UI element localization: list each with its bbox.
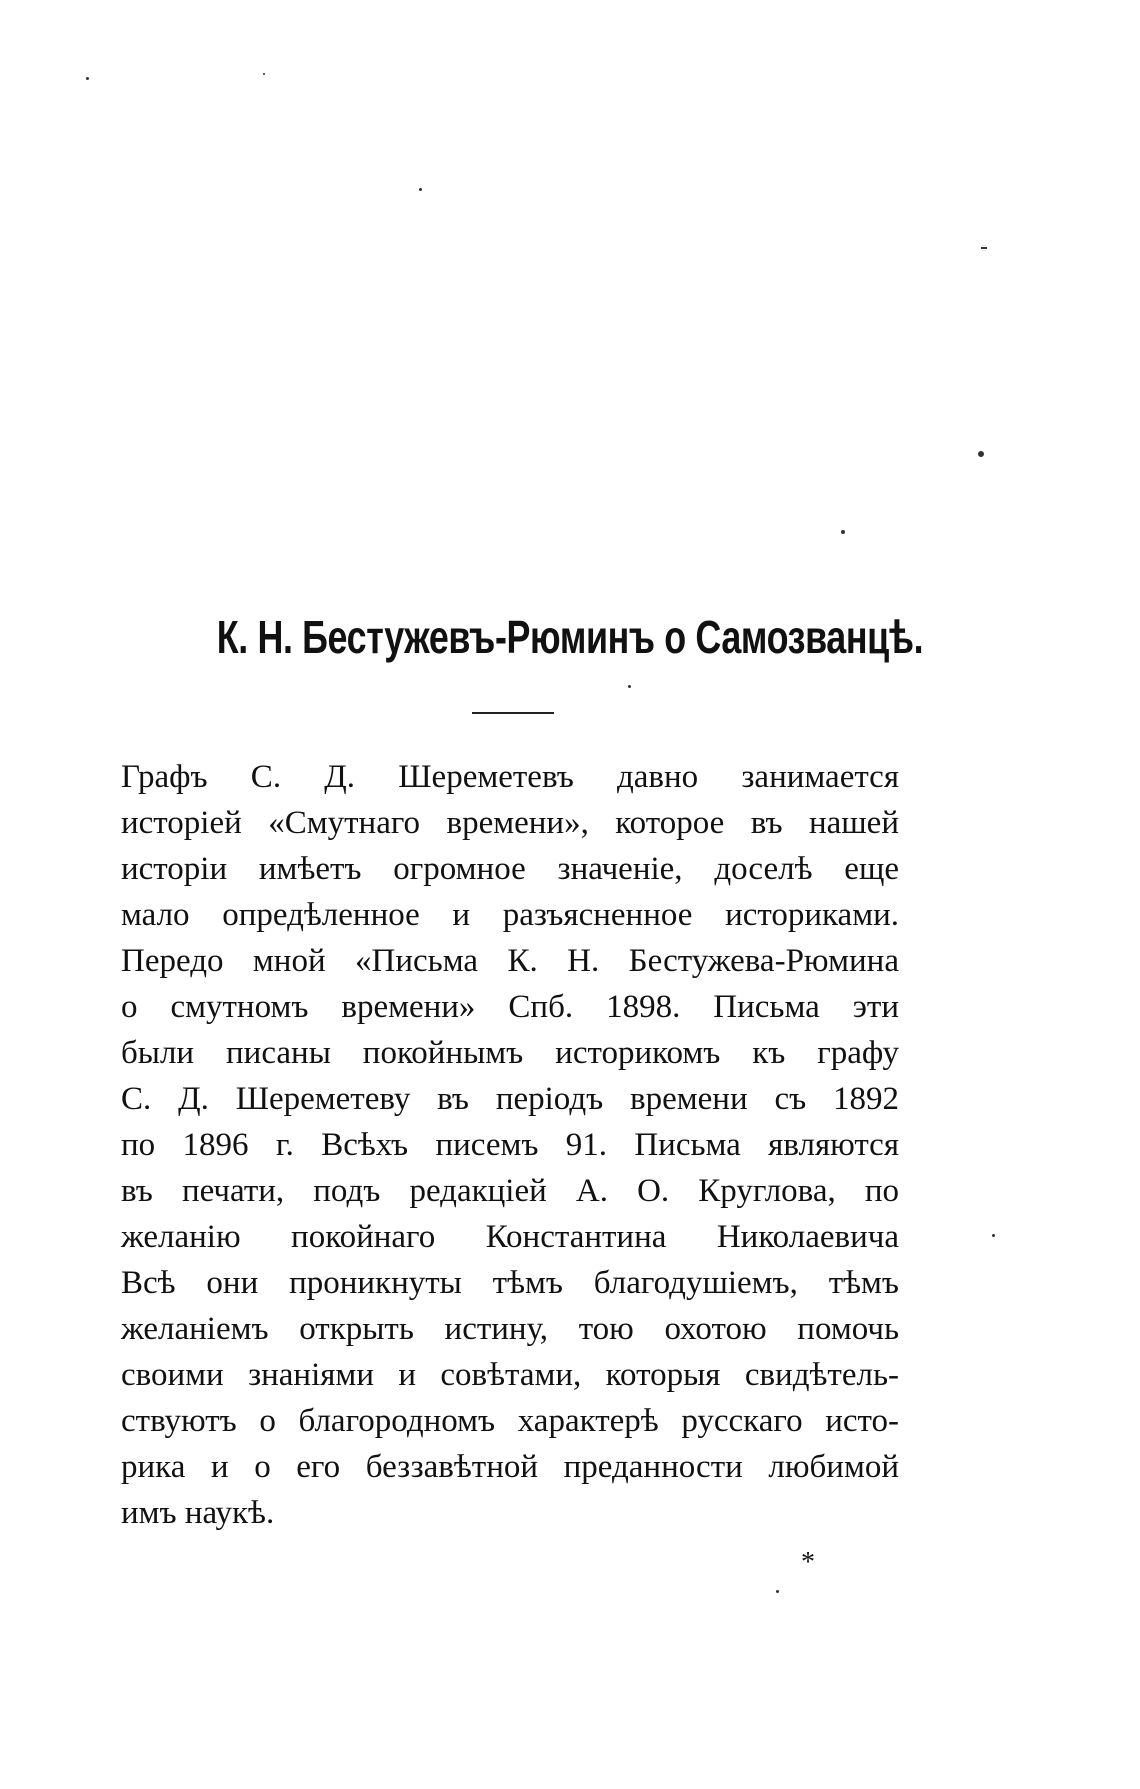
scan-speck bbox=[981, 247, 987, 249]
paragraph-line: имъ наукѣ. bbox=[121, 1495, 275, 1531]
paragraph-line: исторіи имѣетъ огромное значеніе, доселѣ еще bbox=[121, 851, 899, 887]
scan-speck bbox=[978, 451, 984, 457]
asterisk-ornament: * bbox=[801, 1547, 815, 1578]
paragraph-line: желанію покойнаго Константина Николаевича bbox=[121, 1219, 899, 1255]
scan-speck bbox=[776, 1590, 779, 1593]
scan-speck bbox=[263, 73, 265, 75]
paragraph-line: по 1896 г. Всѣхъ писемъ 91. Письма являются bbox=[121, 1127, 899, 1163]
scan-speck bbox=[86, 77, 89, 80]
paragraph-line: Графъ С. Д. Шереметевъ давно занимается bbox=[121, 759, 899, 795]
paragraph-line: Передо мной «Письма К. Н. Бестужева-Рюмина bbox=[121, 943, 899, 979]
paragraph-line: о смутномъ времени» Спб. 1898. Письма эти bbox=[121, 989, 899, 1025]
paragraph-line: въ печати, подъ редакціей А. О. Круглова, по bbox=[121, 1173, 899, 1209]
scan-speck bbox=[841, 530, 845, 534]
paragraph-line: исторіей «Смутнаго времени», которое въ нашей bbox=[121, 805, 899, 841]
paragraph-line: ствуютъ о благородномъ характерѣ русскаго исто- bbox=[121, 1403, 899, 1439]
scan-speck bbox=[628, 685, 631, 688]
title-separator-rule bbox=[472, 712, 554, 714]
paragraph-line: мало опредѣленное и разъясненное историками. bbox=[121, 897, 899, 933]
paragraph-line: своими знаніями и совѣтами, которыя свидѣтель- bbox=[121, 1357, 899, 1393]
paragraph-line: рика и о его беззавѣтной преданности любимой bbox=[121, 1449, 899, 1485]
paragraph-line: Всѣ они проникнуты тѣмъ благодушіемъ, тѣмъ bbox=[121, 1265, 899, 1301]
scan-speck bbox=[419, 188, 422, 191]
paragraph-line: С. Д. Шереметеву въ періодъ времени съ 1892 bbox=[121, 1081, 899, 1117]
paragraph-line: были писаны покойнымъ историкомъ къ графу bbox=[121, 1035, 899, 1071]
paragraph-line: желаніемъ открыть истину, тою охотою помочь bbox=[121, 1311, 899, 1347]
body-paragraph bbox=[121, 754, 899, 1536]
scan-speck bbox=[992, 1234, 995, 1237]
chapter-title: К. Н. Бестужевъ-Рюминъ о Самозванцѣ. bbox=[216, 611, 924, 663]
